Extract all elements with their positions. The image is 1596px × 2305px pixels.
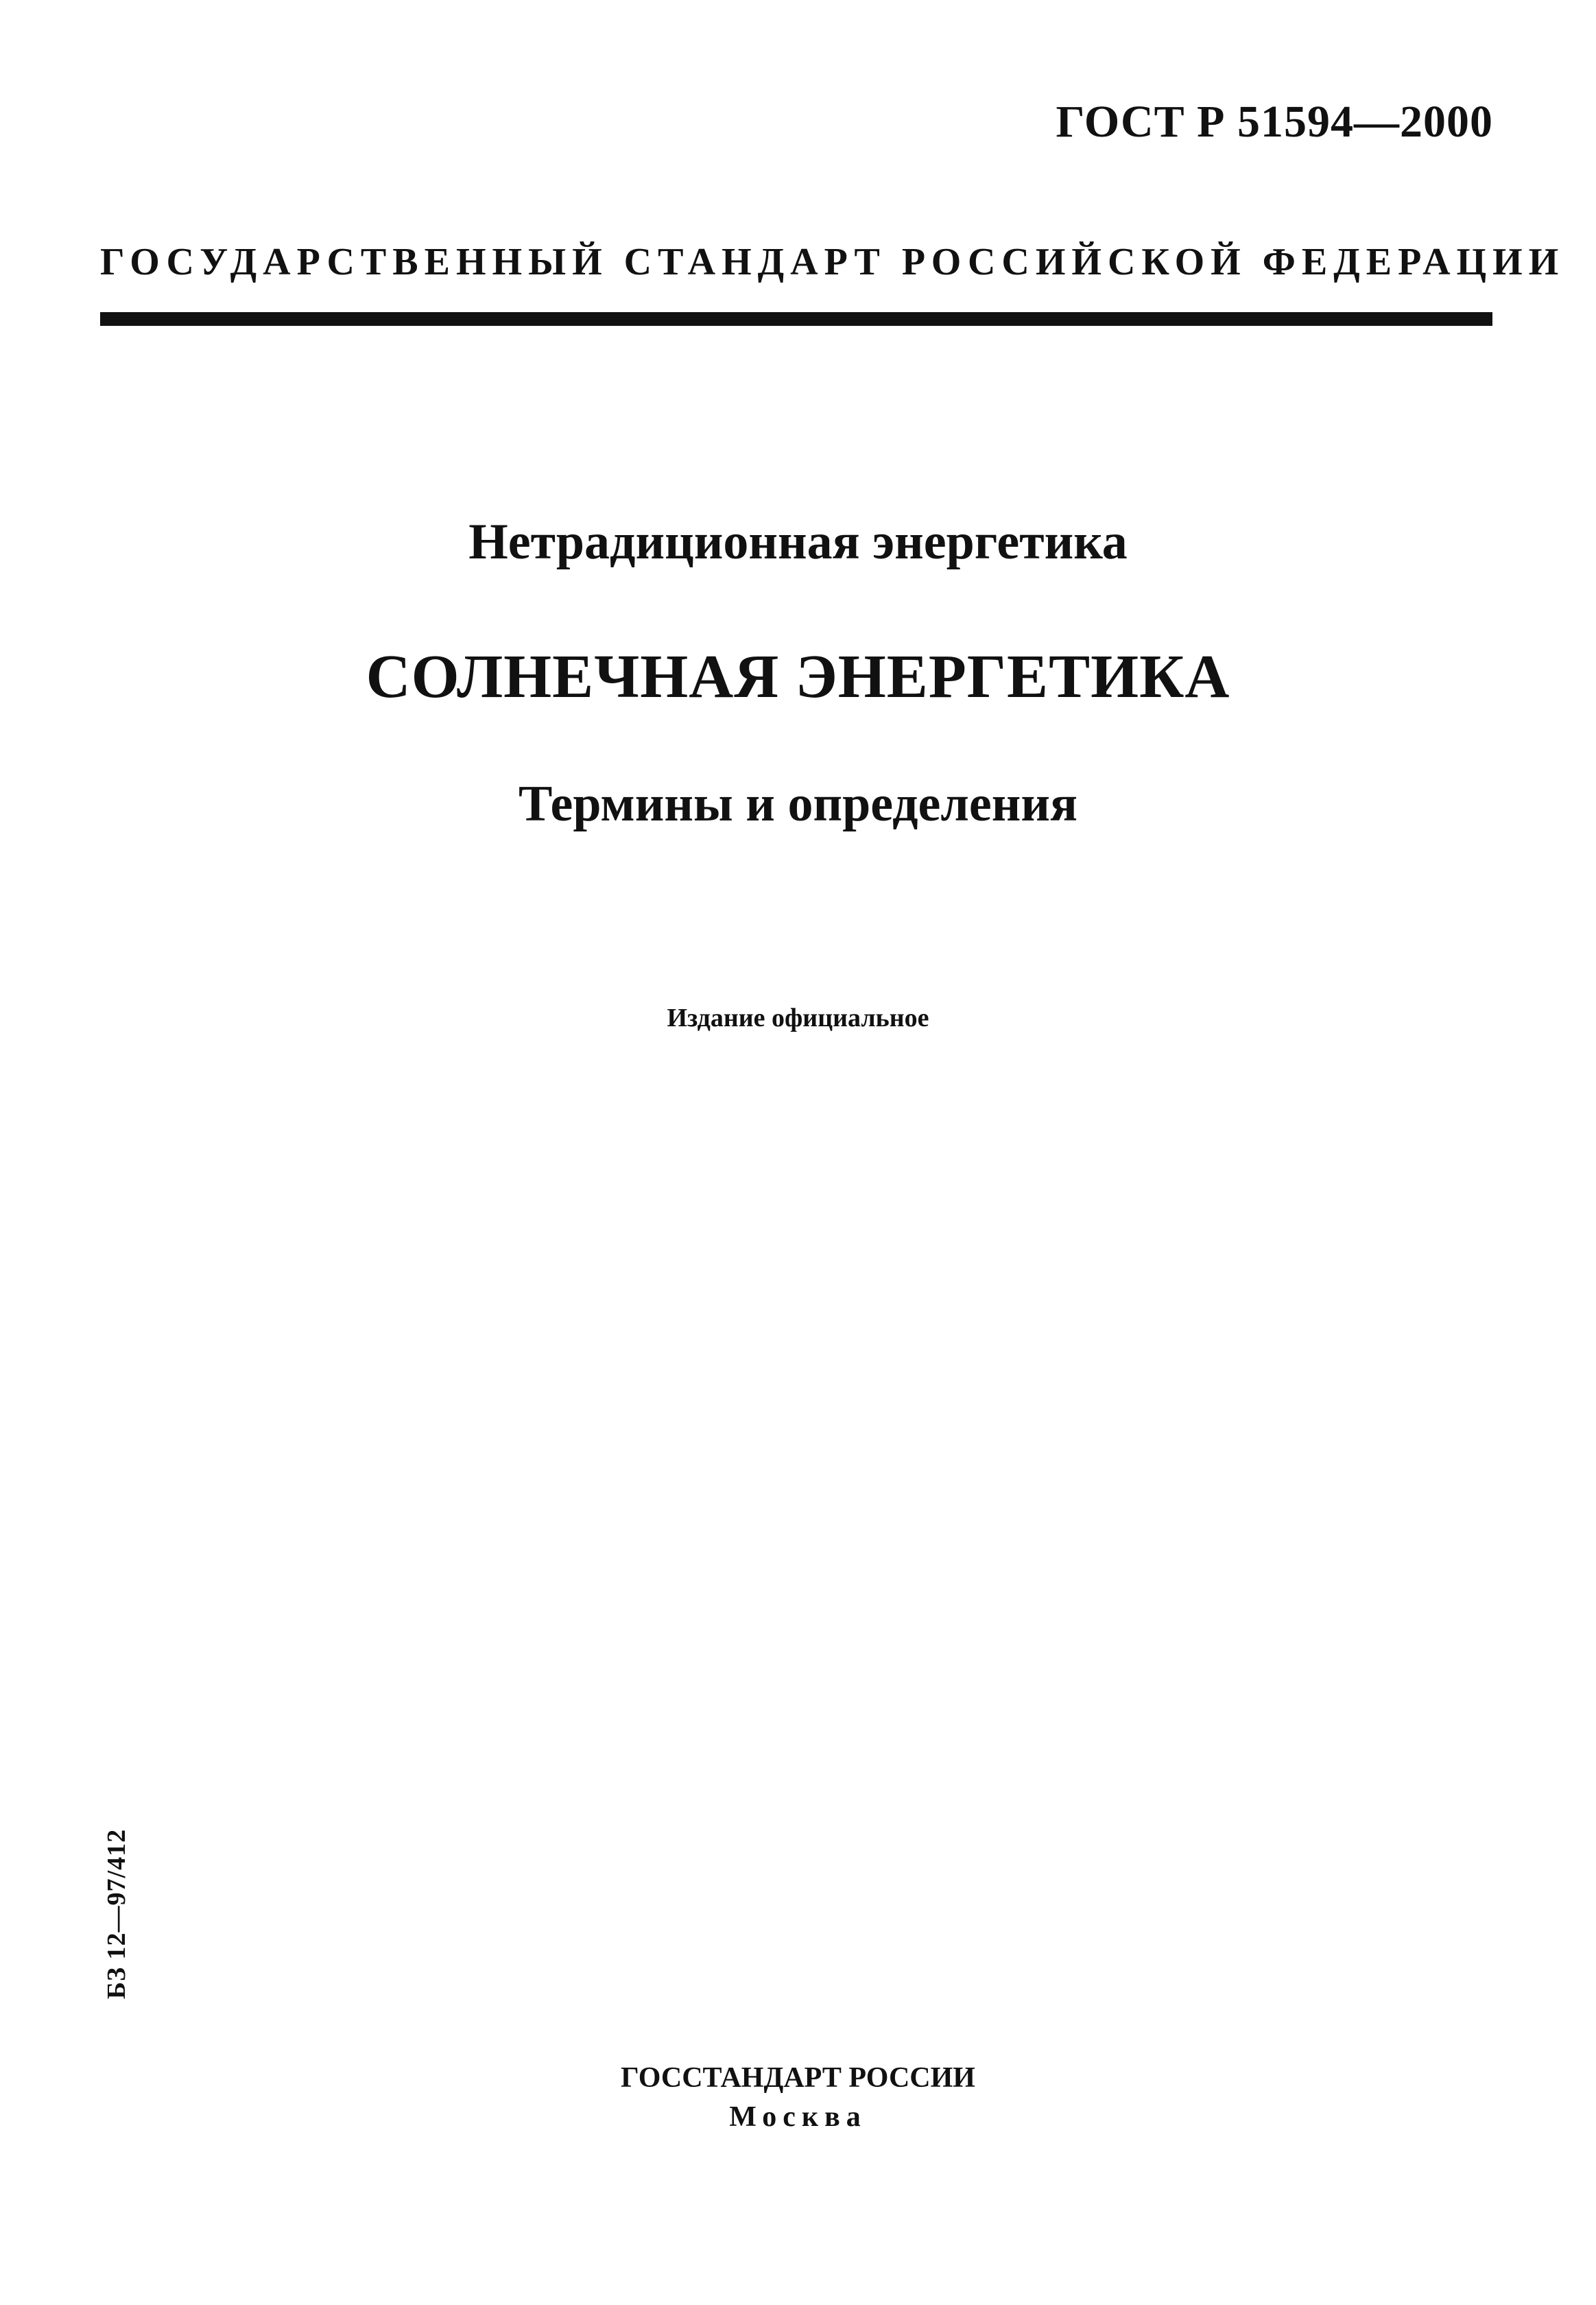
edition-label: Издание официальное — [667, 1004, 929, 1032]
series-title: Нетрадиционная энергетика — [468, 514, 1128, 570]
publisher-name: ГОССТАНДАРТ РОССИИ — [621, 2062, 975, 2094]
main-title: СОЛНЕЧНАЯ ЭНЕРГЕТИКА — [366, 643, 1230, 711]
side-code: БЗ 12—97/412 — [102, 1828, 131, 2000]
state-standard-heading: ГОСУДАРСТВЕННЫЙ СТАНДАРТ РОССИЙСКОЙ ФЕДЕРАЦИИ — [100, 241, 1565, 283]
side-code-container — [96, 1811, 137, 2017]
document-code: ГОСТ Р 51594—2000 — [1056, 97, 1493, 147]
subtitle: Термины и определения — [518, 776, 1078, 832]
publisher-city: Москва — [729, 2101, 867, 2133]
header-rule — [100, 312, 1492, 326]
